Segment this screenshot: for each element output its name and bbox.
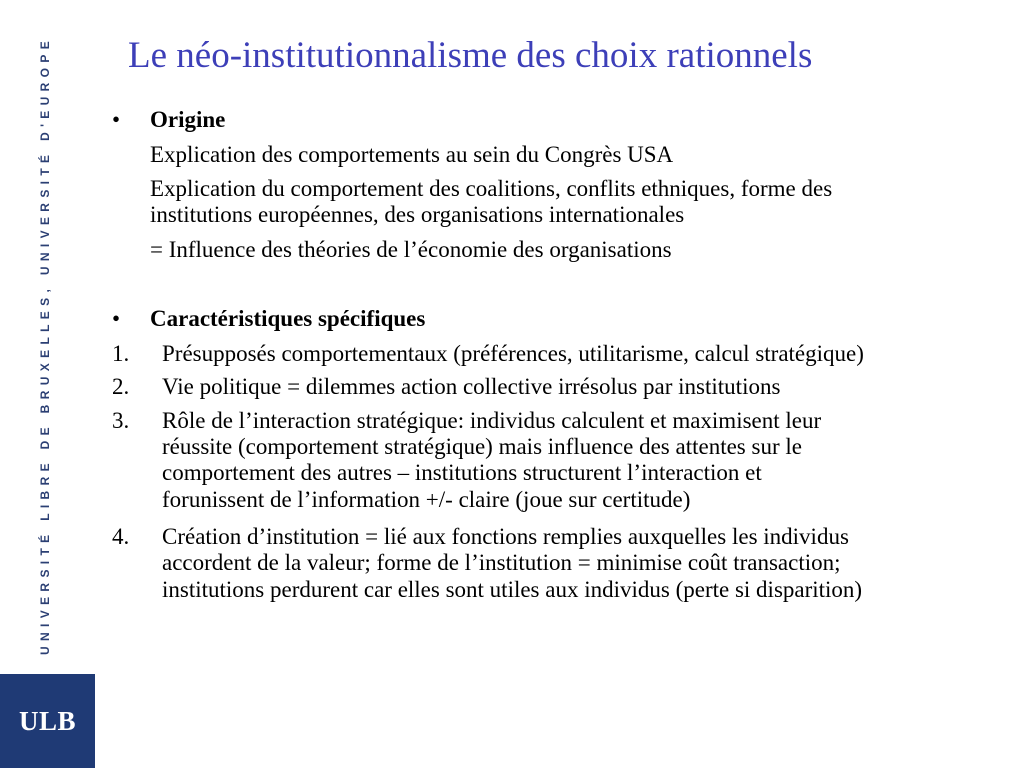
university-vertical-text: UNIVERSITÉ LIBRE DE BRUXELLES, UNIVERSITÉ D'EUROPE — [38, 35, 52, 655]
ulb-logo-text: ULB — [18, 706, 77, 736]
list-item-line: institutions perdurent car elles sont utiles aux individus (perte si disparition) — [162, 577, 863, 602]
bullet-icon: • — [112, 306, 121, 331]
list-item-line: forunissent de l’information +/- claire (joue sur certitude) — [162, 487, 691, 512]
list-item-line: réussite (comportement stratégique) mais influence des attentes sur le — [162, 434, 802, 459]
list-item-line: comportement des autres – institutions structurent l’interaction et — [162, 460, 762, 485]
list-item-number: 3. — [112, 408, 130, 433]
section-heading-caracteristiques: Caractéristiques spécifiques — [150, 306, 426, 331]
origine-line: Explication du comportement des coalitions, conflits ethniques, forme des — [150, 176, 833, 201]
list-item-line: Rôle de l’interaction stratégique: individus calculent et maximisent leur — [162, 408, 822, 433]
list-item-number: 4. — [112, 524, 130, 549]
list-item-line: Vie politique = dilemmes action collective irrésolus par institutions — [162, 374, 781, 399]
list-item-number: 1. — [112, 341, 130, 366]
origine-line: = Influence des théories de l’économie des organisations — [150, 237, 672, 262]
slide-title: Le néo-institutionnalisme des choix rationnels — [128, 35, 813, 76]
list-item-line: Création d’institution = lié aux fonctions remplies auxquelles les individus — [162, 524, 849, 549]
origine-line: Explication des comportements au sein du Congrès USA — [150, 142, 674, 167]
origine-line: institutions européennes, des organisations internationales — [150, 202, 685, 227]
list-item-line: Présupposés comportementaux (préférences, utilitarisme, calcul stratégique) — [162, 341, 864, 366]
list-item-number: 2. — [112, 374, 130, 399]
list-item-line: accordent de la valeur; forme de l’institution = minimise coût transaction; — [162, 550, 841, 575]
section-heading-origine: Origine — [150, 107, 226, 132]
bullet-icon: • — [112, 107, 121, 132]
